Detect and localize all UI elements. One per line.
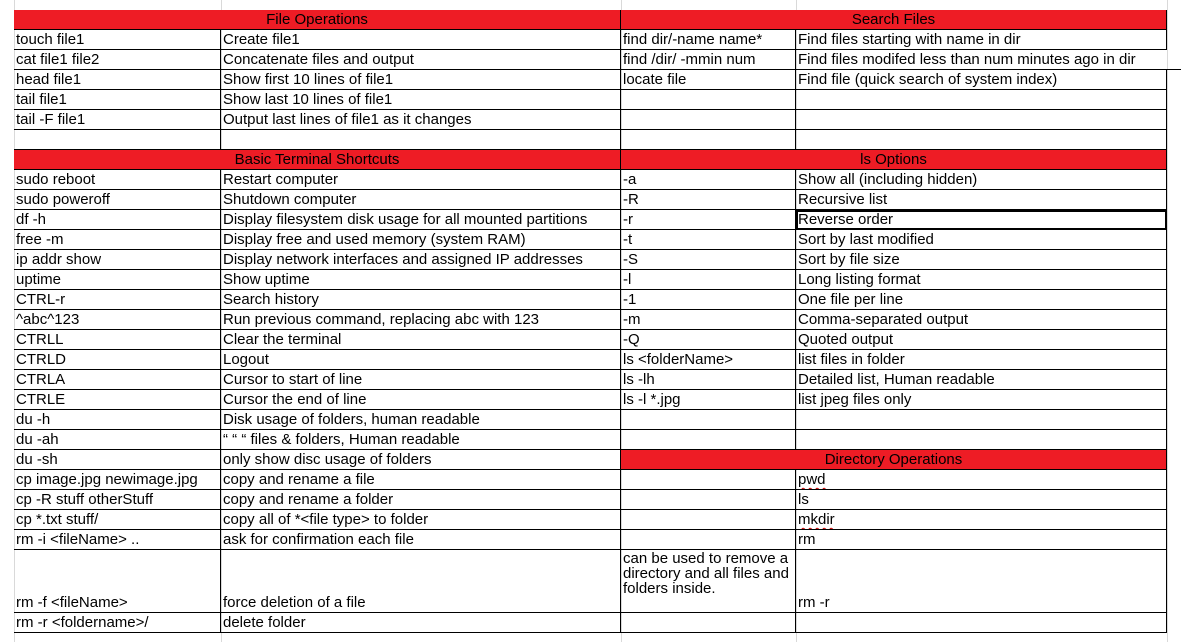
- shortcut-description[interactable]: [221, 450, 621, 470]
- dir-op-command[interactable]: ls: [796, 490, 1167, 510]
- shortcut-description-text: Shutdown computer: [223, 191, 357, 208]
- shortcut-command[interactable]: [14, 290, 221, 310]
- shortcut-command-text: sudo reboot: [16, 171, 96, 188]
- file-op-command[interactable]: tail -F file1: [14, 110, 221, 130]
- ls-option-description[interactable]: Long listing format: [796, 270, 1167, 290]
- shortcut-description[interactable]: [221, 490, 621, 510]
- ls-option-description[interactable]: Recursive list: [796, 190, 1167, 210]
- dir-op-command[interactable]: mkdir: [796, 510, 1167, 530]
- shortcut-command-text: df -h: [16, 211, 47, 228]
- ls-option-flag[interactable]: -Q: [621, 330, 796, 350]
- shortcut-description-text: Run previous command, replacing abc with 123: [223, 311, 540, 328]
- file-op-description[interactable]: Show first 10 lines of file1: [221, 70, 621, 90]
- ls-option-description[interactable]: list files in folder: [796, 350, 1167, 370]
- empty-cell[interactable]: [221, 130, 621, 150]
- ls-option-description[interactable]: Sort by last modified: [796, 230, 1167, 250]
- shortcut-command[interactable]: [14, 270, 221, 290]
- shortcut-command-text: cp -R stuff otherStuff: [16, 491, 154, 508]
- shortcut-description[interactable]: [221, 270, 621, 290]
- shortcut-description-text: only show disc usage of folders: [223, 451, 432, 468]
- empty-cell[interactable]: [621, 110, 796, 130]
- section-header-shortcuts: Basic Terminal Shortcuts: [14, 150, 621, 170]
- shortcut-command[interactable]: [14, 330, 221, 350]
- empty-cell[interactable]: [621, 510, 796, 530]
- shortcut-description-text: Search history: [223, 291, 319, 308]
- file-op-command[interactable]: head file1: [14, 70, 221, 90]
- ls-option-flag[interactable]: -R: [621, 190, 796, 210]
- shortcut-command-text: cp *.txt stuff/: [16, 511, 99, 528]
- ls-option-description-selected[interactable]: Reverse order: [796, 210, 1167, 230]
- file-op-description[interactable]: Show last 10 lines of file1: [221, 90, 621, 110]
- shortcut-command[interactable]: [14, 550, 221, 613]
- empty-cell[interactable]: [621, 530, 796, 550]
- shortcut-command-text: CTRLE: [16, 391, 66, 408]
- file-op-description[interactable]: Concatenate files and output: [221, 50, 621, 70]
- dir-op-note[interactable]: can be used to remove a directory and all files and folders inside.: [621, 550, 796, 613]
- shortcut-command-text: sudo poweroff: [16, 191, 110, 208]
- shortcut-command[interactable]: [14, 250, 221, 270]
- empty-cell[interactable]: [621, 90, 796, 110]
- shortcut-command-text: uptime: [16, 271, 62, 288]
- search-command[interactable]: find dir/-name name*: [621, 30, 796, 50]
- shortcut-description-text: Logout: [223, 351, 269, 368]
- empty-cell[interactable]: [796, 410, 1167, 430]
- shortcut-command[interactable]: [14, 390, 221, 410]
- shortcut-command-text: CTRL-r: [16, 291, 66, 308]
- file-op-description[interactable]: Create file1: [221, 30, 621, 50]
- shortcut-command[interactable]: [14, 190, 221, 210]
- file-op-command[interactable]: cat file1 file2: [14, 50, 221, 70]
- shortcut-description-text: Display filesystem disk usage for all mounted partitions: [223, 211, 588, 228]
- shortcut-command[interactable]: [14, 170, 221, 190]
- section-header-ls-options: ls Options: [621, 150, 1167, 170]
- section-header-search-files: Search Files: [621, 10, 1167, 30]
- ls-option-description[interactable]: Quoted output: [796, 330, 1167, 350]
- shortcut-command-text: cp image.jpg newimage.jpg: [16, 471, 198, 488]
- shortcut-description[interactable]: [221, 370, 621, 390]
- section-header-file-operations: File Operations: [14, 10, 621, 30]
- shortcut-description[interactable]: [221, 250, 621, 270]
- shortcut-command[interactable]: [14, 410, 221, 430]
- shortcut-command-text: du -ah: [16, 431, 59, 448]
- shortcut-description-text: Display free and used memory (system RAM): [223, 231, 526, 248]
- ls-option-flag[interactable]: -S: [621, 250, 796, 270]
- shortcut-description-text: Display network interfaces and assigned IP addresses: [223, 251, 583, 268]
- shortcut-description-text: copy and rename a file: [223, 471, 375, 488]
- shortcut-command-text: rm -f <fileName>: [16, 594, 128, 611]
- shortcut-description-text: delete folder: [223, 614, 306, 631]
- shortcut-command[interactable]: [14, 490, 221, 510]
- shortcut-command[interactable]: [14, 210, 221, 230]
- dir-op-command[interactable]: pwd: [796, 470, 1167, 490]
- empty-cell[interactable]: [621, 130, 796, 150]
- ls-option-description[interactable]: Detailed list, Human readable: [796, 370, 1167, 390]
- shortcut-description-text: Cursor the end of line: [223, 391, 367, 408]
- shortcut-description[interactable]: [221, 613, 621, 633]
- shortcut-description-text: Restart computer: [223, 171, 339, 188]
- shortcut-command[interactable]: [14, 350, 221, 370]
- shortcut-description-text: force deletion of a file: [223, 594, 366, 611]
- ls-option-description[interactable]: Show all (including hidden): [796, 170, 1167, 190]
- shortcut-description[interactable]: [221, 290, 621, 310]
- shortcut-description-text: Disk usage of folders, human readable: [223, 411, 480, 428]
- shortcut-command-text: rm -i <fileName> ..: [16, 531, 140, 548]
- shortcut-command[interactable]: [14, 470, 221, 490]
- shortcut-command-text: CTRLA: [16, 371, 66, 388]
- search-description[interactable]: Find files modifed less than num minutes ago in dir: [796, 50, 1181, 70]
- shortcut-command-text: CTRLL: [16, 331, 64, 348]
- shortcut-command[interactable]: [14, 230, 221, 250]
- shortcut-description[interactable]: [221, 190, 621, 210]
- shortcut-command-text: ip addr show: [16, 251, 102, 268]
- shortcut-description[interactable]: [221, 210, 621, 230]
- ls-option-description[interactable]: Sort by file size: [796, 250, 1167, 270]
- shortcut-description[interactable]: [221, 350, 621, 370]
- search-command[interactable]: find /dir/ -mmin num: [621, 50, 796, 70]
- empty-cell[interactable]: [796, 430, 1167, 450]
- empty-cell[interactable]: [621, 410, 796, 430]
- empty-cell[interactable]: [621, 490, 796, 510]
- shortcut-command[interactable]: [14, 310, 221, 330]
- shortcut-description-text: “ “ “ files & folders, Human readable: [223, 431, 460, 448]
- empty-cell[interactable]: [621, 613, 796, 633]
- shortcut-command[interactable]: [14, 370, 221, 390]
- ls-option-flag[interactable]: ls -lh: [621, 370, 796, 390]
- shortcut-description-text: Show uptime: [223, 271, 310, 288]
- empty-cell[interactable]: [796, 130, 1167, 150]
- shortcut-command-text: ^abc^123: [16, 311, 80, 328]
- shortcut-description-text: Clear the terminal: [223, 331, 342, 348]
- empty-cell[interactable]: [796, 90, 1167, 110]
- shortcut-description-text: Cursor to start of line: [223, 371, 363, 388]
- shortcut-description[interactable]: [221, 410, 621, 430]
- ls-option-flag[interactable]: -l: [621, 270, 796, 290]
- ls-option-description[interactable]: Comma-separated output: [796, 310, 1167, 330]
- file-op-command[interactable]: tail file1: [14, 90, 221, 110]
- shortcut-description[interactable]: [221, 170, 621, 190]
- shortcut-description-text: copy and rename a folder: [223, 491, 394, 508]
- shortcut-description[interactable]: [221, 390, 621, 410]
- file-op-description[interactable]: Output last lines of file1 as it changes: [221, 110, 621, 130]
- ls-option-flag[interactable]: -t: [621, 230, 796, 250]
- empty-cell[interactable]: [621, 470, 796, 490]
- search-description[interactable]: Find files starting with name in dir: [796, 30, 1167, 50]
- empty-cell[interactable]: [796, 110, 1167, 130]
- ls-option-flag[interactable]: -r: [621, 210, 796, 230]
- rm-r-label: rm -r: [798, 594, 830, 611]
- shortcut-command[interactable]: [14, 450, 221, 470]
- dir-op-command[interactable]: rm: [796, 530, 1167, 550]
- ls-option-flag[interactable]: -1: [621, 290, 796, 310]
- search-description[interactable]: Find file (quick search of system index): [796, 70, 1167, 90]
- empty-cell[interactable]: [621, 430, 796, 450]
- shortcut-description[interactable]: [221, 530, 621, 550]
- shortcut-command-text: CTRLD: [16, 351, 67, 368]
- shortcut-description[interactable]: [221, 310, 621, 330]
- ls-option-flag[interactable]: ls -l *.jpg: [621, 390, 796, 410]
- shortcut-description[interactable]: [221, 330, 621, 350]
- file-op-command[interactable]: touch file1: [14, 30, 221, 50]
- dir-op-command[interactable]: [796, 550, 1167, 613]
- shortcut-description-text: copy all of *<file type> to folder: [223, 511, 429, 528]
- shortcut-description[interactable]: [221, 470, 621, 490]
- empty-cell[interactable]: [796, 613, 1167, 633]
- shortcut-command[interactable]: [14, 613, 221, 633]
- shortcut-command[interactable]: [14, 510, 221, 530]
- ls-option-flag[interactable]: -m: [621, 310, 796, 330]
- shortcut-command-text: du -h: [16, 411, 51, 428]
- shortcut-command-text: du -sh: [16, 451, 58, 468]
- shortcut-description-text: ask for confirmation each file: [223, 531, 414, 548]
- section-header-directory-operations: Directory Operations: [621, 450, 1167, 470]
- shortcut-command-text: free -m: [16, 231, 64, 248]
- search-command[interactable]: locate file: [621, 70, 796, 90]
- empty-cell[interactable]: [14, 130, 221, 150]
- shortcut-description[interactable]: [221, 430, 621, 450]
- ls-option-flag[interactable]: ls <folderName>: [621, 350, 796, 370]
- gridline: [1167, 0, 1168, 642]
- ls-option-flag[interactable]: -a: [621, 170, 796, 190]
- shortcut-description[interactable]: [221, 550, 621, 613]
- shortcut-command[interactable]: [14, 530, 221, 550]
- ls-option-description[interactable]: One file per line: [796, 290, 1167, 310]
- shortcut-command-text: rm -r <foldername>/: [16, 614, 149, 631]
- shortcut-command[interactable]: [14, 430, 221, 450]
- ls-option-description[interactable]: list jpeg files only: [796, 390, 1167, 410]
- shortcut-description[interactable]: [221, 510, 621, 530]
- shortcut-description[interactable]: [221, 230, 621, 250]
